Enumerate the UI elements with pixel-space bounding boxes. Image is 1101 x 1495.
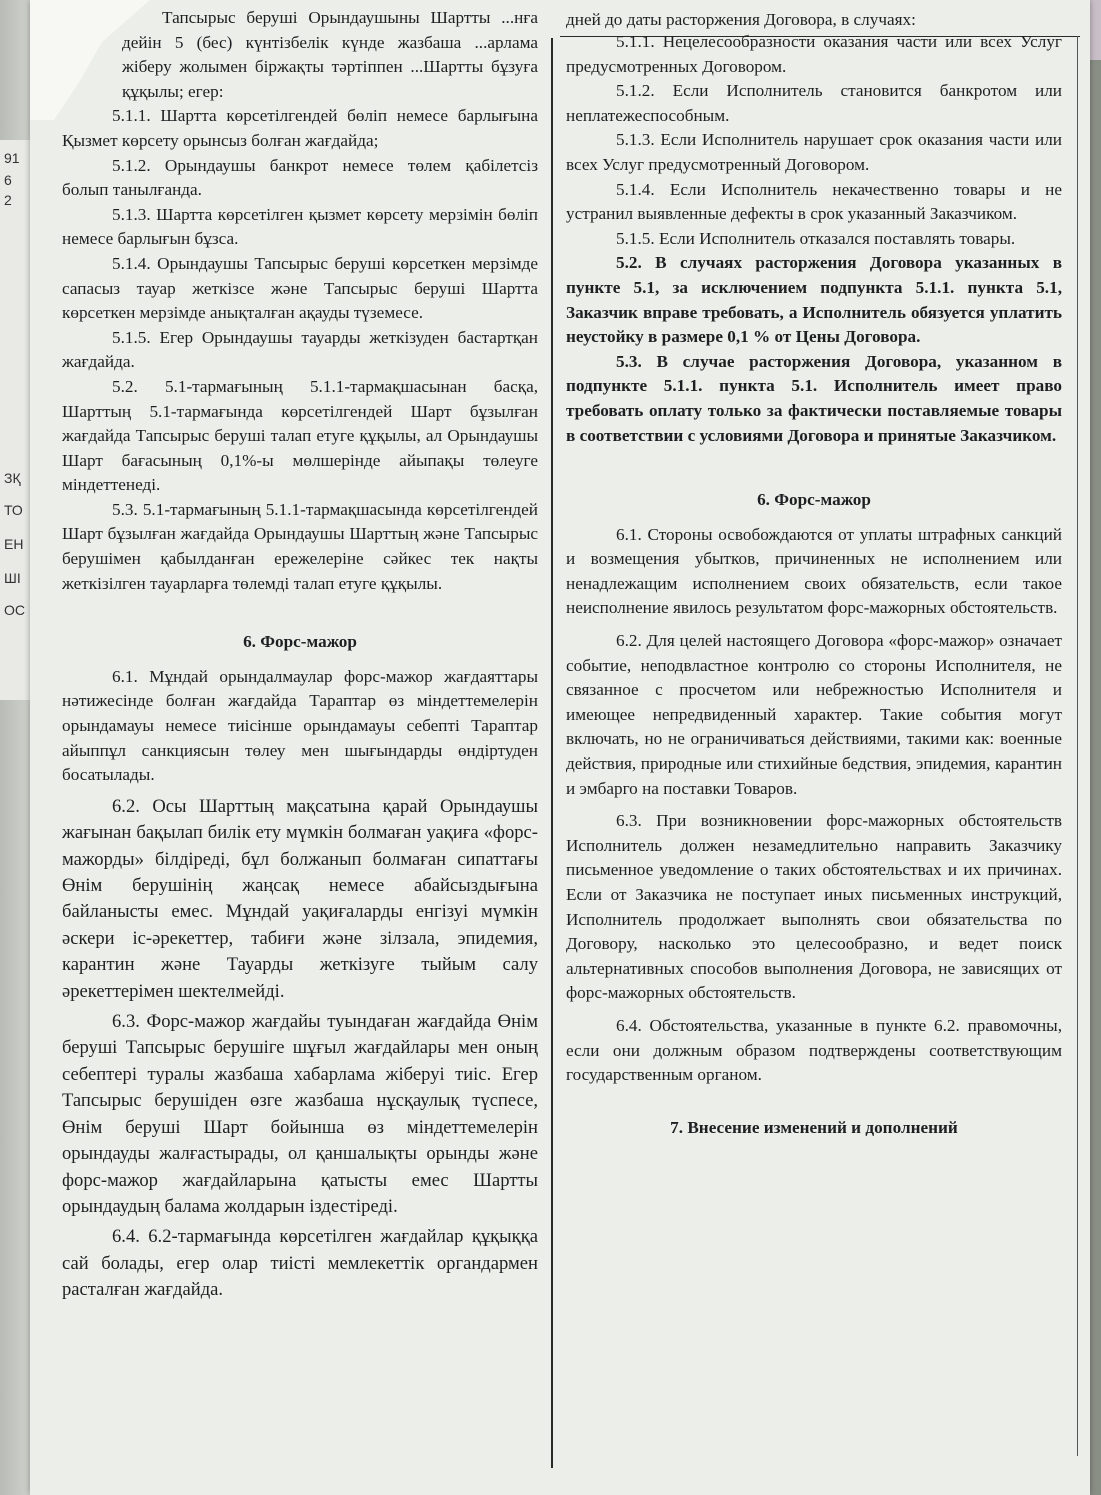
side-mark: 6 [4,172,12,188]
paragraph: 5.1.5. Если Исполнитель отказался поставлять товары. [616,228,1016,248]
side-mark: ШІ [4,570,21,586]
paragraph: 6.3. Форс-мажор жағдайы туындаған жағдайда Өнім беруші Тапсырыс берушіге шұғыл жағдайлары мен оның себептері туралы жазбаша хабарлама жіберуі тиіс. Егер Тапсырыс берушіден өзге жазбаша нұсқаулық түспесе, Өнім беруші Шарт бойынша өз міндеттемелерін орындауды жалғастырады, ол қаншалықты орынды және форс-мажор жағдайларына қатысты емес Шартты орындаудың балама жолдарын іздестіреді. [62,1011,538,1217]
paragraph: 5.1.5. Егер Орындаушы тауарды жеткізуден бастартқан жағдайда. [62,327,538,372]
paragraph: 5.1.2. Если Исполнитель становится банкротом или неплатежеспособным. [566,81,1062,125]
side-mark: 91 [4,150,20,166]
side-mark: 2 [4,192,12,208]
paragraph: 5.1.2. Орындаушы банкрот немесе төлем қабілетсіз болып танылғанда. [62,155,538,200]
paragraph: 6.2. Для целей настоящего Договора «форс-мажор» означает событие, неподвластное контролю со стороны Исполнителя, не связанное с просчетом или небрежностью Исполнителя и имеющее непредвиденный характер. Такие события могут включать, но не ограничиваться действиями, такими как: военные действия, природные или стихийные бедствия, эпидемия, карантин и эмбарго на поставки Товаров. [566,631,1062,798]
paragraph: 5.1.4. Если Исполнитель некачественно товары и не устранил выявленные дефекты в срок указанный Заказчиком. [566,179,1062,224]
paragraph: Тапсырыс беруші Орындаушыны Шартты ...нға дейін 5 (бес) күнтізбелік күнде жазбаша ...арлама жіберу жолымен біржақты тәртіппен ...Шартты бұзуға құқылы; егер: [122,8,538,101]
paragraph: 6.3. При возникновении форс-мажорных обстоятельств Исполнитель должен незамедлительно направить Заказчику письменное уведомление о таких обстоятельствах и их причинах. Если от Заказчика не поступает иных письменных инструкций, Исполнитель продолжает выполнять свои обязательства по Договору, насколько это целесообразно, и ведет поиск альтернативных способов выполнения Договора, не зависящих от форс-мажорных обстоятельств. [566,811,1062,1003]
side-mark: ОС [4,602,25,618]
paragraph: 5.1.1. Нецелесообразности оказания части или всех Услуг предусмотренных Договором. [566,32,1062,76]
paragraph: 6.2. Осы Шарттың мақсатына қарай Орындаушы жағынан бақылап билік ету мүмкін болмаған уақиға «форс-мажорды» білдіреді, бұл болжанып болмаған сипаттағы Өнім берушінің жаңсақ немесе абайсыздығына байланысты емес. Мұндай уақиғаларды енгізуі мүмкін әскери іс-әрекеттер, табиғи және зілзала, эпидемия, карантин және Тауарды жеткізуге тыйым салу әрекеттерімен шектелмейді. [62,795,538,1002]
section-heading: 6. Форс-мажор [757,490,871,510]
section-heading: 7. Внесение изменений и дополнений [670,1117,958,1137]
section-heading: 6. Форс-мажор [243,632,357,652]
side-mark: ЗҚ [4,470,21,486]
table-right-border [1077,36,1078,1456]
paragraph: 6.4. Обстоятельства, указанные в пункте 6.2. правомочны, если они должным образом подтверждены соответствующим государственным органом. [566,1015,1062,1085]
paragraph: 5.1.3. Шартта көрсетілген қызмет көрсету мерзімін бөліп немесе барлығын бұзса. [62,204,538,249]
right-top-line: дней до даты расторжения Договора, в случаях: [566,10,916,29]
paragraph: 5.3. 5.1-тармағының 5.1.1-тармақшасында көрсетілгендей Шарт бұзылған жағдайда Орындаушы Шарттың және Тапсырыс берушімен қабылданған ережелеріне сәйкес тек нақты жеткізілген тауарларға төлемді талап етуге құқылы. [62,499,538,593]
paragraph: 5.2. 5.1-тармағының 5.1.1-тармақшасынан басқа, Шарттың 5.1-тармағында көрсетілгендей Шарт бұзылған жағдайда Тапсырыс беруші талап етуге құқылы, ал Орындаушы Шарт бағасының 0,1%-ы мөлшерінде айыпақы төлеуге міндеттенеді. [62,376,538,495]
paragraph: 6.4. 6.2-тармағында көрсетілген жағдайлар құқыққа сай болады, егер олар тиісті мемлекеттік органдармен расталған жағдайда. [62,1226,538,1301]
paragraph-bold: 5.3. В случае расторжения Договора, указанном в подпункте 5.1.1. пункта 5.1. Исполнитель имеет право требовать оплату только за фактически поставляемые товары в соответствии с условиями Договора и принятые Заказчиком. [566,351,1062,445]
paragraph: 5.1.1. Шартта көрсетілгендей бөліп немесе барлығына Қызмет көрсету орынсыз болған жағдайда; [62,106,538,150]
paragraph-bold: 5.2. В случаях расторжения Договора указанных в пункте 5.1, за исключением подпункта 5.1.1. пункта 5.1, Заказчик вправе требовать, а Исполнитель обязуется уплатить неустойку в размере 0,1 % от Цены Договора. [566,253,1062,347]
paragraph: 6.1. Стороны освобождаются от уплаты штрафных санкций и возмещения убытков, причиненных не исполнением или ненадлежащим исполнением своих обязательств, если такое неисполнение явилось результатом форс-мажорных обстоятельств. [566,524,1062,618]
paragraph: 5.1.4. Орындаушы Тапсырыс беруші көрсеткен мерзімде сапасыз тауар жеткізсе және Тапсырыс беруші Шартта көрсеткен мерзімде анықталған ақауды түземесе. [62,253,538,323]
paragraph: 6.1. Мұндай орындалмаулар форс-мажор жағдаяттары нәтижесінде болған жағдайда Тараптар өз міндеттемелерін орындамауы немесе тиісінше орындамауы себепті Тараптар айыппұл санкциясын төлеу мен шығындарды өндіртуден босатылады. [62,666,538,785]
side-mark: ТО [4,502,23,518]
side-mark: ЕН [4,536,24,552]
russian-column [552,0,1072,1495]
kazakh-column [48,0,550,1495]
paragraph: 5.1.3. Если Исполнитель нарушает срок оказания части или всех Услуг предусмотренный Договором. [566,130,1062,174]
